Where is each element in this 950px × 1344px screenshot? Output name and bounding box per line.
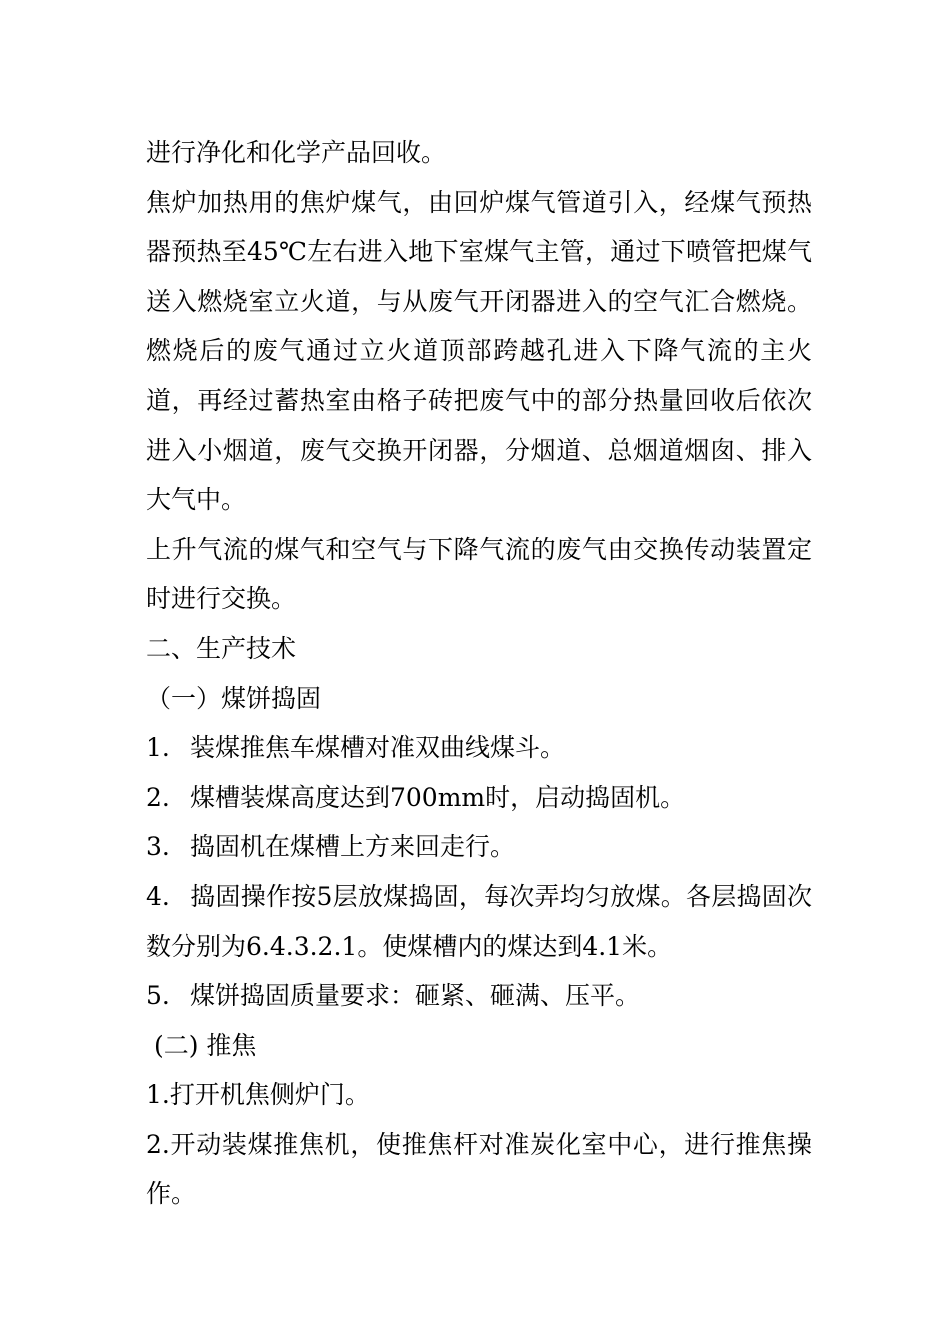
step-item [146,872,812,971]
step-number: 4. [146,881,170,911]
step-number: 5. [146,981,170,1011]
subsection-title-coal-cake: （一）煤饼捣固 [146,683,322,713]
subsection-title-coke-pushing: (二) 推焦 [146,1030,257,1060]
pushing-step: 1.打开机焦侧炉门。 [146,1080,370,1110]
step-number: 3. [146,832,170,862]
paragraph-heating-gas: 焦炉加热用的焦炉煤气，由回炉煤气管道引入，经煤气预热器预热至45℃左右进入地下室煤气主管，通过下喷管把煤气送入燃烧室立火道，与从废气开闭器进入的空气汇合燃烧。燃烧后的废气通过立火道顶部跨越孔进入下降气流的主火道，再经过蓄热室由格子砖把废气中的部分热量回收后依次进入小烟道，废气交换开闭器，分烟道、总烟道烟囱、排入大气中。 [146,187,812,515]
step-text: 捣固机在煤槽上方来回走行。 [190,832,516,862]
step-item [146,971,812,1021]
step-text: 捣固操作按5层放煤捣固，每次弄均匀放煤。各层捣固次数分别为6.4.3.2.1。使煤槽内的煤达到4.1米。 [146,881,812,961]
step-item [146,723,812,773]
step-text: 煤饼捣固质量要求：砸紧、砸满、压平。 [190,981,641,1011]
step-number: 1. [146,733,170,763]
paragraph-exchange: 上升气流的煤气和空气与下降气流的废气由交换传动装置定时进行交换。 [146,534,812,614]
section-title-production-tech: 二、生产技术 [146,633,297,663]
pushing-step: 2.开动装煤推焦机，使推焦杆对准炭化室中心，进行推焦操作。 [146,1129,812,1209]
step-number: 2. [146,782,170,812]
step-item [146,773,812,823]
step-item [146,822,812,872]
step-text: 煤槽装煤高度达到700mm时，启动捣固机。 [190,782,686,812]
paragraph-purification: 进行净化和化学产品回收。 [146,138,447,167]
step-text: 装煤推焦车煤槽对准双曲线煤斗。 [190,733,566,763]
document-page [146,128,812,1219]
